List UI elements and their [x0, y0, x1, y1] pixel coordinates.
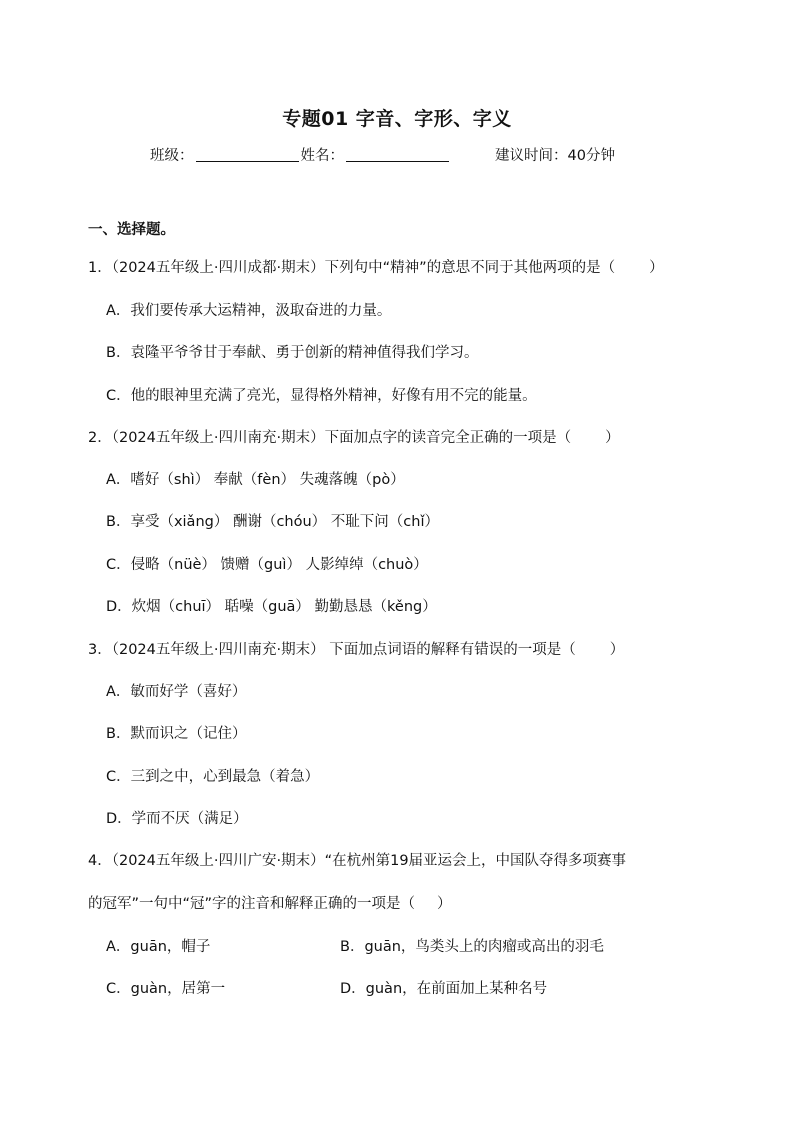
question-4-option-b[interactable]: B．guān，鸟类头上的肉瘤或高出的羽毛 [340, 939, 604, 955]
name-label: 姓名： [300, 148, 344, 164]
name-blank[interactable] [346, 147, 449, 162]
question-4-stem: 4．（2024五年级上·四川广安·期末）“在杭州第19届亚运会上，中国队夺得多项赛事 [88, 853, 627, 869]
time-label: 建议时间：40分钟 [495, 148, 615, 164]
question-3-option-b[interactable]: B．默而识之（记住） [106, 726, 247, 742]
section-heading: 一、选择题。 [88, 222, 175, 238]
question-1-stem: 1．（2024五年级上·四川成都·期末）下列句中“精神”的意思不同于其他两项的是（ ） [88, 260, 664, 276]
class-label: 班级： [150, 148, 194, 164]
question-1-option-c[interactable]: C．他的眼神里充满了亮光，显得格外精神，好像有用不完的能量。 [106, 388, 537, 404]
student-info-row [150, 144, 615, 165]
question-4-option-d[interactable]: D．guàn，在前面加上某种名号 [340, 981, 548, 997]
question-2-stem: 2．（2024五年级上·四川南充·期末）下面加点字的读音完全正确的一项是（ ） [88, 430, 620, 446]
question-3-option-c[interactable]: C．三到之中，心到最急（着急） [106, 769, 320, 785]
question-3-option-a[interactable]: A．敏而好学（喜好） [106, 684, 247, 700]
question-2-option-d[interactable]: D．炊烟（chuī） 聒噪（guā） 勤勤恳恳（kěng） [106, 599, 437, 615]
question-4-option-c[interactable]: C．guàn，居第一 [106, 981, 226, 997]
question-2-option-c[interactable]: C．侵略（nüè） 馈赠（guì） 人影绰绰（chuò） [106, 557, 428, 573]
class-blank[interactable] [196, 147, 299, 162]
question-3-option-d[interactable]: D．学而不厌（满足） [106, 811, 248, 827]
question-4-stem-line2: 的冠军”一句中“冠”字的注音和解释正确的一项是（ ） [88, 896, 452, 912]
question-1-option-b[interactable]: B．袁隆平爷爷甘于奉献、勇于创新的精神值得我们学习。 [106, 345, 479, 361]
question-1-option-a[interactable]: A．我们要传承大运精神，汲取奋进的力量。 [106, 303, 392, 319]
question-4-option-a[interactable]: A．guān，帽子 [106, 939, 211, 955]
page-title: 专题01 字音、字形、字义 [282, 108, 512, 130]
question-3-stem: 3．（2024五年级上·四川南充·期末） 下面加点词语的解释有错误的一项是（ ） [88, 642, 625, 658]
question-2-option-b[interactable]: B．享受（xiǎng） 酬谢（chóu） 不耻下问（chǐ） [106, 514, 439, 530]
question-2-option-a[interactable]: A．嗜好（shì） 奉献（fèn） 失魂落魄（pò） [106, 472, 405, 488]
